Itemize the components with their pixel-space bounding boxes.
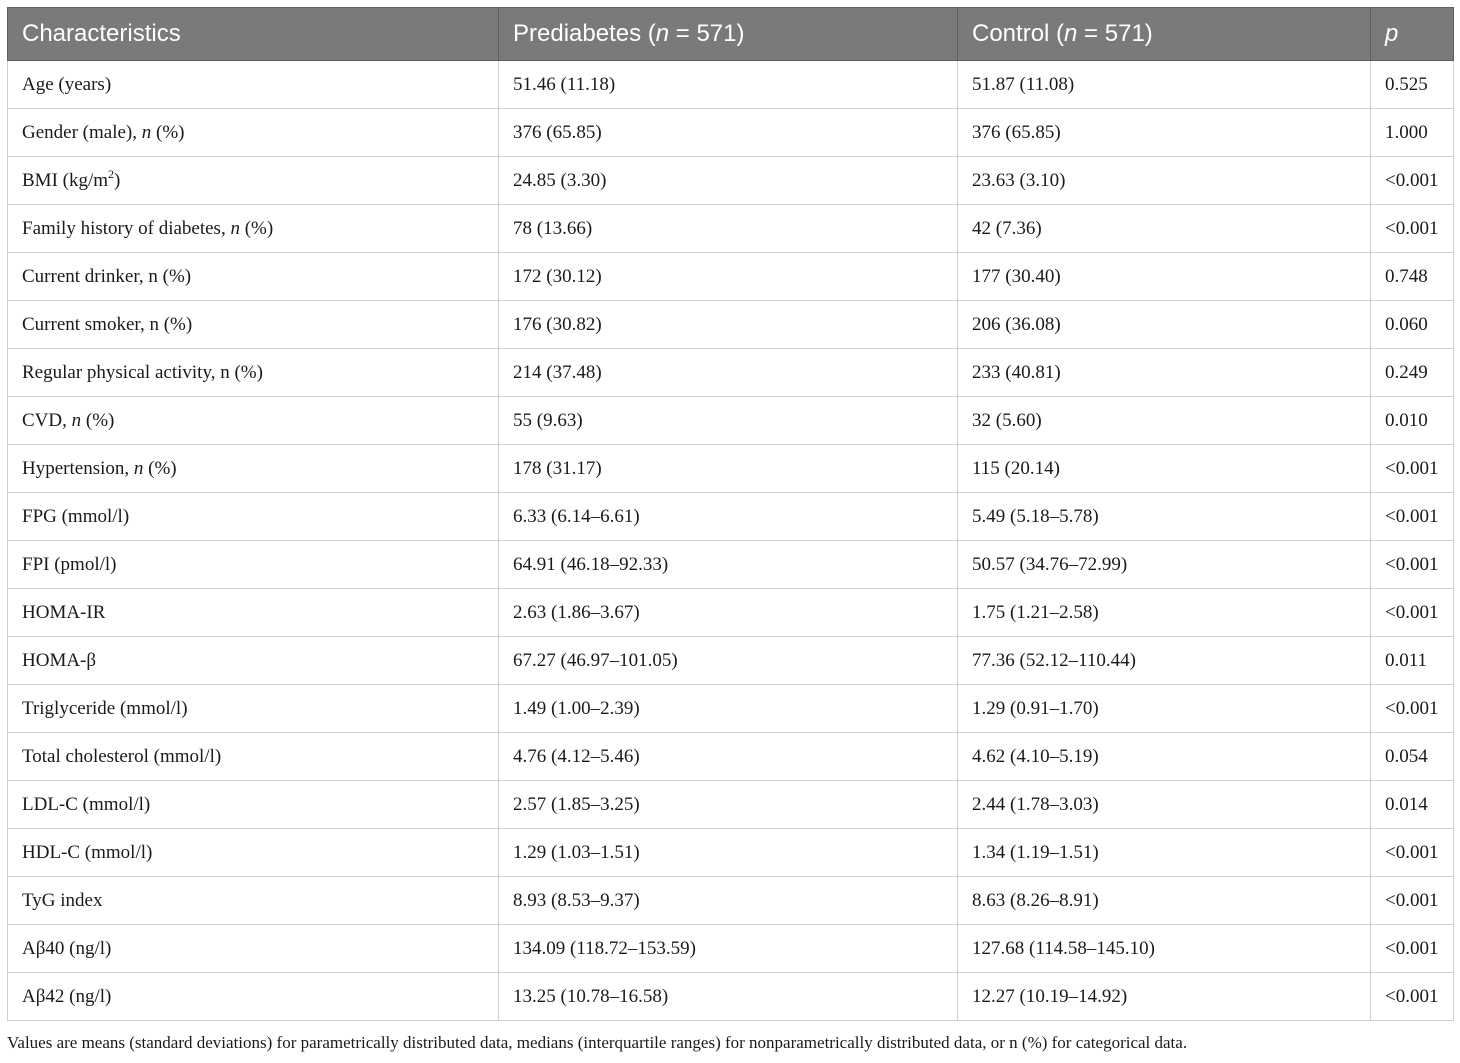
header-row [8,8,1454,61]
control-value-cell: 1.34 (1.19–1.51) [958,829,1371,877]
control-value-cell: 42 (7.36) [958,205,1371,253]
table-row [8,61,1454,109]
p-value-cell: <0.001 [1371,541,1454,589]
prediabetes-value-cell: 1.49 (1.00–2.39) [499,685,958,733]
table-row [8,877,1454,925]
table-row [8,973,1454,1021]
prediabetes-value-cell: 51.46 (11.18) [499,61,958,109]
table-row [8,445,1454,493]
table-row [8,349,1454,397]
table-row [8,157,1454,205]
row-label-cell: Age (years) [8,61,499,109]
p-value-cell: <0.001 [1371,877,1454,925]
prediabetes-value-cell: 214 (37.48) [499,349,958,397]
control-value-cell: 4.62 (4.10–5.19) [958,733,1371,781]
table-row [8,397,1454,445]
row-label-cell: BMI $(kg/m^2)$ [8,157,499,205]
table-row [8,301,1454,349]
prediabetes-value-cell: 134.09 (118.72–153.59) [499,925,958,973]
header-characteristics: Characteristics [8,8,499,61]
table-footnote: Values are means (standard deviations) for parametrically distributed data, medians (interquartile ranges) for nonparametrically distributed data, or n (%) for categorical data. [7,1033,1188,1052]
prediabetes-value-cell: 55 (9.63) [499,397,958,445]
prediabetes-value-cell: 178 (31.17) [499,445,958,493]
p-value-cell: <0.001 [1371,685,1454,733]
row-label-cell: HOMA-β [8,637,499,685]
row-label-cell: Aβ42 (ng/l) [8,973,499,1021]
table-row [8,733,1454,781]
p-value-cell: <0.001 [1371,157,1454,205]
p-value-cell: 0.525 [1371,61,1454,109]
p-value-cell: <0.001 [1371,925,1454,973]
control-value-cell: 127.68 (114.58–145.10) [958,925,1371,973]
control-value-cell: 12.27 (10.19–14.92) [958,973,1371,1021]
control-value-cell: 23.63 (3.10) [958,157,1371,205]
control-value-cell: 1.29 (0.91–1.70) [958,685,1371,733]
row-label-cell: Family history of diabetes, n (%) [8,205,499,253]
control-value-cell: 1.75 (1.21–2.58) [958,589,1371,637]
table-row [8,637,1454,685]
table-row [8,685,1454,733]
row-label-cell: Current smoker, n (%) [8,301,499,349]
p-value-cell: <0.001 [1371,493,1454,541]
row-label-cell: Triglyceride (mmol/l) [8,685,499,733]
table-header [8,8,1454,61]
prediabetes-value-cell: 8.93 (8.53–9.37) [499,877,958,925]
p-value-cell: <0.001 [1371,589,1454,637]
table-row [8,925,1454,973]
p-value-cell: 0.010 [1371,397,1454,445]
p-value-cell: <0.001 [1371,205,1454,253]
table-row [8,541,1454,589]
prediabetes-value-cell: 67.27 (46.97–101.05) [499,637,958,685]
prediabetes-value-cell: 78 (13.66) [499,205,958,253]
row-label-cell: Total cholesterol (mmol/l) [8,733,499,781]
characteristics-table-container [7,7,1453,1021]
row-label-cell: HDL-C (mmol/l) [8,829,499,877]
table-row [8,253,1454,301]
control-value-cell: 51.87 (11.08) [958,61,1371,109]
control-value-cell: 77.36 (52.12–110.44) [958,637,1371,685]
control-value-cell: 5.49 (5.18–5.78) [958,493,1371,541]
characteristics-table [7,7,1454,1021]
table-row [8,781,1454,829]
prediabetes-value-cell: 13.25 (10.78–16.58) [499,973,958,1021]
header-control: Control (n = 571) [958,8,1371,61]
table-row [8,493,1454,541]
row-label-cell: HOMA-IR [8,589,499,637]
control-value-cell: 32 (5.60) [958,397,1371,445]
control-value-cell: 50.57 (34.76–72.99) [958,541,1371,589]
prediabetes-value-cell: 4.76 (4.12–5.46) [499,733,958,781]
p-value-cell: 0.249 [1371,349,1454,397]
table-body [8,61,1454,1021]
control-value-cell: 115 (20.14) [958,445,1371,493]
prediabetes-value-cell: 2.57 (1.85–3.25) [499,781,958,829]
table-row [8,589,1454,637]
p-value-cell: 0.014 [1371,781,1454,829]
row-label-cell: FPG (mmol/l) [8,493,499,541]
row-label-cell: Hypertension, n (%) [8,445,499,493]
p-value-cell: <0.001 [1371,973,1454,1021]
table-row [8,829,1454,877]
row-label-cell: Regular physical activity, n (%) [8,349,499,397]
p-value-cell: <0.001 [1371,829,1454,877]
row-label-cell: CVD, n (%) [8,397,499,445]
prediabetes-value-cell: 172 (30.12) [499,253,958,301]
control-value-cell: 177 (30.40) [958,253,1371,301]
prediabetes-value-cell: 64.91 (46.18–92.33) [499,541,958,589]
header-prediabetes: Prediabetes (n = 571) [499,8,958,61]
table-row [8,109,1454,157]
row-label-cell: LDL-C (mmol/l) [8,781,499,829]
control-value-cell: 8.63 (8.26–8.91) [958,877,1371,925]
row-label-cell: Aβ40 (ng/l) [8,925,499,973]
table-row [8,205,1454,253]
row-label-cell: Current drinker, n (%) [8,253,499,301]
row-label-cell: TyG index [8,877,499,925]
header-p-value: p [1371,8,1454,61]
control-value-cell: 233 (40.81) [958,349,1371,397]
prediabetes-value-cell: 24.85 (3.30) [499,157,958,205]
control-value-cell: 2.44 (1.78–3.03) [958,781,1371,829]
control-value-cell: 206 (36.08) [958,301,1371,349]
prediabetes-value-cell: 376 (65.85) [499,109,958,157]
p-value-cell: 0.054 [1371,733,1454,781]
row-label-cell: FPI (pmol/l) [8,541,499,589]
prediabetes-value-cell: 2.63 (1.86–3.67) [499,589,958,637]
control-value-cell: 376 (65.85) [958,109,1371,157]
prediabetes-value-cell: 6.33 (6.14–6.61) [499,493,958,541]
p-value-cell: <0.001 [1371,445,1454,493]
row-label-cell: Gender (male), n (%) [8,109,499,157]
p-value-cell: 0.011 [1371,637,1454,685]
prediabetes-value-cell: 1.29 (1.03–1.51) [499,829,958,877]
p-value-cell: 0.748 [1371,253,1454,301]
prediabetes-value-cell: 176 (30.82) [499,301,958,349]
p-value-cell: 0.060 [1371,301,1454,349]
p-value-cell: 1.000 [1371,109,1454,157]
